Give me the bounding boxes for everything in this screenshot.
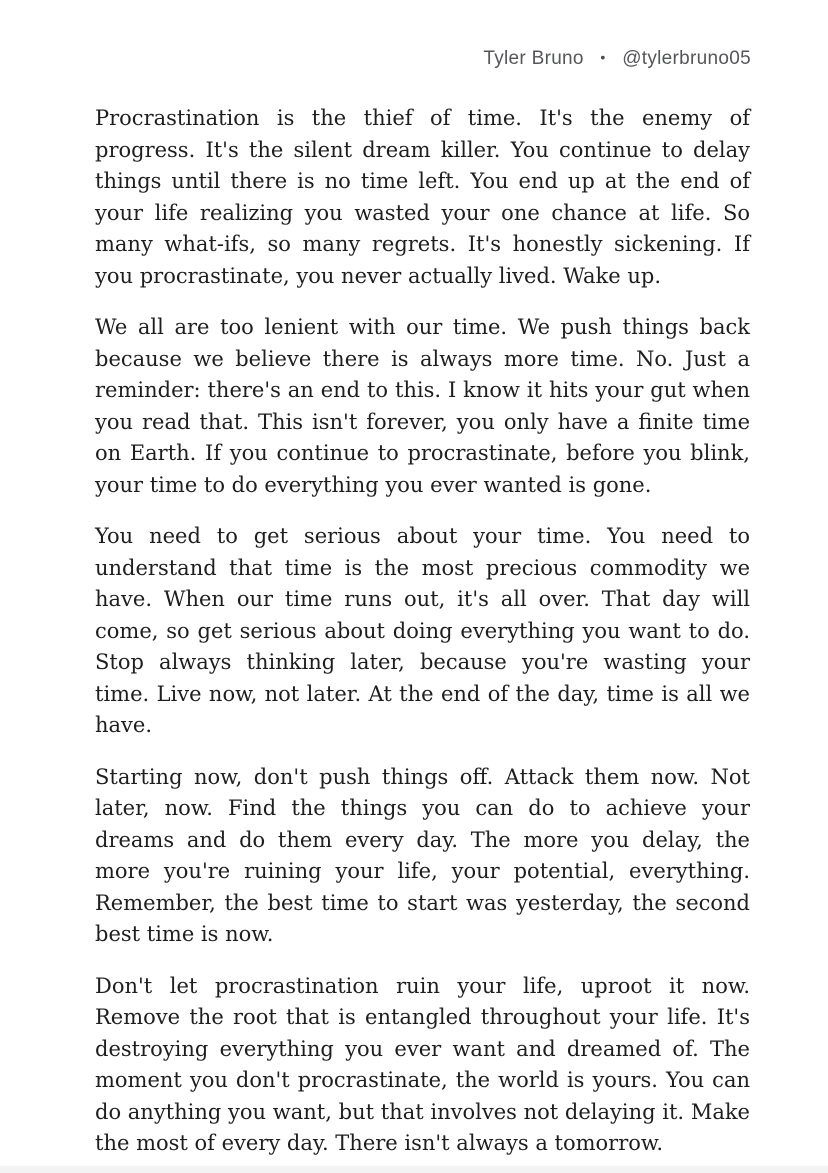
paragraph: We all are too lenient with our time. We push things back because we believe there is always more time. No. Just a reminder: there's an end to this. I know it hits your gut when you read that. This isn't forever, you only have a finite time on Earth. If you continue to procrastinate, before you blink, your time to do everything you ever wanted is gone. xyxy=(95,315,750,497)
byline xyxy=(0,48,828,70)
paragraph: You need to get serious about your time. You need to understand that time is the most precious commodity we have. When our time runs out, it's all over. That day will come, so get serious about doing everything you want to do. Stop always thinking later, because you're wasting your time. Live now, not later. At the end of the day, time is all we have. xyxy=(95,524,750,737)
paragraph: Don't let procrastination ruin your life, uproot it now. Remove the root that is entangled throughout your life. It's destroying everything you ever want and dreamed of. The moment you don't procrastinate, the world is yours. You can do anything you want, but that involves not delaying it. Make the most of every day. There isn't always a tomorrow. xyxy=(95,973,750,1155)
page-bottom-strip xyxy=(0,1166,828,1173)
article-body xyxy=(0,103,828,1160)
author-name: Tyler Bruno xyxy=(483,48,584,69)
separator-dot-icon: • xyxy=(600,49,606,65)
paragraph: Starting now, don't push things off. Attack them now. Not later, now. Find the things you can do to achieve your dreams and do them every day. The more you delay, the more you're ruining your life, your potential, everything. Remember, the best time to start was yesterday, the second best time is now. xyxy=(95,764,750,946)
author-handle: @tylerbruno05 xyxy=(622,48,751,69)
paragraph: Procrastination is the thief of time. It's the enemy of progress. It's the silent dream killer. You continue to delay things until there is no time left. You end up at the end of your life realizing you wasted your one chance at life. So many what-ifs, so many regrets. It's honestly sickening. If you procrastinate, you never actually lived. Wake up. xyxy=(95,106,750,288)
